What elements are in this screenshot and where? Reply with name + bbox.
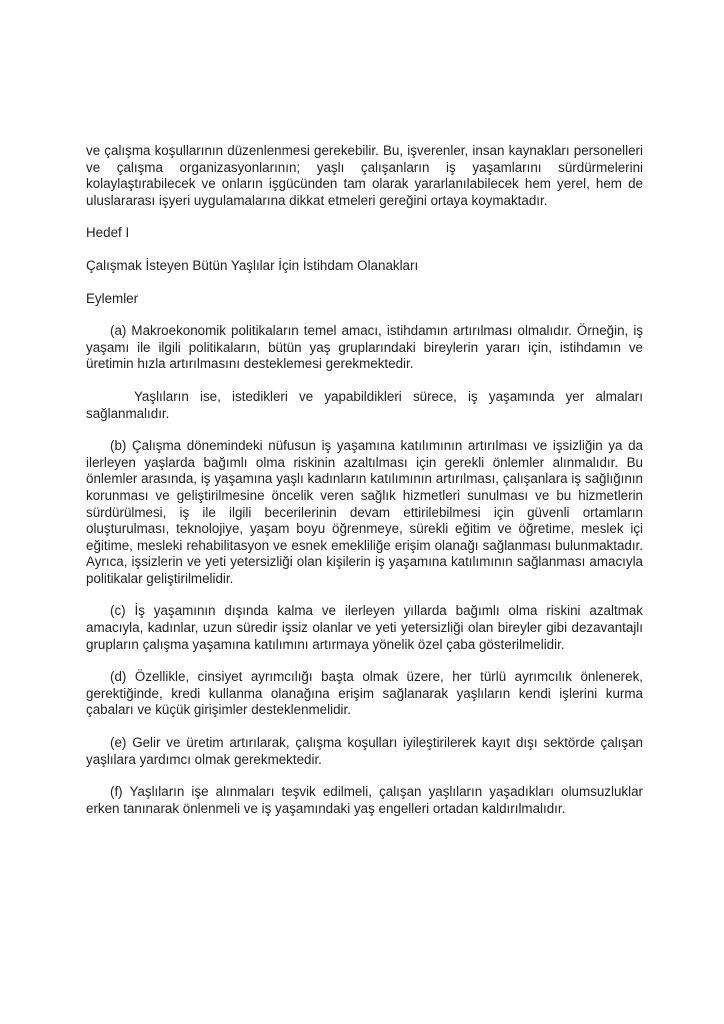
- heading: Eylemler: [86, 290, 139, 306]
- paragraph: (b) Çalışma dönemindeki nüfusun iş yaşamına katılımının artırılması ve işsizliğin ya da ilerleyen yaşlarda bağımlı olma riskinin azaltılması için gerekli önlemler alınmalıdır. Bu önlemler arasında, iş yaşamına yaşlı kadınların katılımının artırılması, çalışanlara iş sağlığının korunması ve geliştirilmesine öncelik veren sağlık hizmetleri sunulması ve bu hizmetlerin sürdürülmesi, iş ile ilgili becerilerinin devam ettirilebilmesi için güvenli ortamların oluşturulması, teknolojiye, yaşam boyu öğrenmeye, sürekli eğitim ve öğretime, meslek içi eğitime, mesleki rehabilitasyon ve esnek emekliliğe erişim olanağı sağlanması bulunmaktadır. Ayrıca, işsizlerin ve yeti yetersizliği olan kişilerin iş yaşamına katılımının sağlanması amacıyla politikalar geliştirilmelidir.: [86, 438, 643, 586]
- paragraph: (f) Yaşlıların işe alınmaları teşvik edilmeli, çalışan yaşlıların yaşadıkları olumsuzluklar erken tanınarak önlenmeli ve iş yaşamındaki yaş engelleri ortadan kaldırılmalıdır.: [86, 784, 643, 816]
- paragraph: (c) İş yaşamının dışında kalma ve ilerleyen yıllarda bağımlı olma riskini azaltmak amacıyla, kadınlar, uzun süredir işsiz olanlar ve yeti yetersizliği olan bireyler gibi dezavantajlı grupların çalışma yaşamına katılımını artırmaya yönelik özel çaba gösterilmelidir.: [86, 603, 643, 652]
- paragraph: (d) Özellikle, cinsiyet ayrımcılığı başta olmak üzere, her türlü ayrımcılık önlenerek, gerektiğinde, kredi kullanma olanağına erişim sağlanarak yaşlıların kendi işlerini kurma çabaları ve küçük girişimler desteklenmelidir.: [86, 669, 643, 718]
- paragraph: Yaşlıların ise, istedikleri ve yapabildikleri sürece, iş yaşamında yer almaları sağlanmalıdır.: [86, 388, 643, 421]
- heading: Hedef I: [86, 225, 130, 241]
- paragraph: (e) Gelir ve üretim artırılarak, çalışma koşulları iyileştirilerek kayıt dışı sektörde çalışan yaşlılara yardımcı olmak gerekmektedir.: [86, 735, 643, 767]
- document-body: [86, 143, 643, 833]
- paragraph: (a) Makroekonomik politikaların temel amacı, istihdamın artırılması olmalıdır. Örneğin, iş yaşamı ile ilgili politikaların, bütün yaş gruplarındaki bireylerin yararı için, istihdamın ve üretimin hızla artırılmasını desteklemesi gerekmektedir.: [86, 323, 643, 372]
- heading: Çalışmak İsteyen Bütün Yaşlılar İçin İstihdam Olanakları: [86, 257, 419, 273]
- paragraph: ve çalışma koşullarının düzenlenmesi gerekebilir. Bu, işverenler, insan kaynakları personelleri ve çalışma organizasyonlarının; yaşlı çalışanların iş yaşamlarını sürdürmelerini kolaylaştırabilecek ve onların işgücünden tam olarak yararlanılabilecek hem yerel, hem de uluslararası işyeri uygulamalarına dikkat etmeleri gereğini ortaya koymaktadır.: [86, 143, 643, 208]
